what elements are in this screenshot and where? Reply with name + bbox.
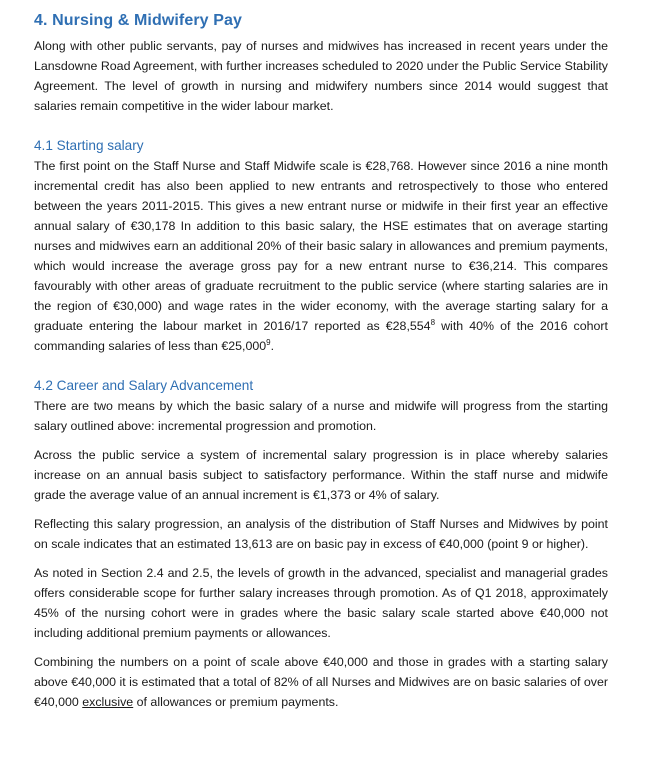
career-paragraph-5-text-1: Combining the numbers on a point of scale above €40,000 and those in grades with a starting salary above €40,000 it is estimated that a total of 82% of all Nurses and Midwives are on basic salaries of over €40,000 <box>34 655 608 709</box>
career-paragraph-5 <box>34 652 608 712</box>
exclusive-underlined-word: exclusive <box>82 695 134 709</box>
document-page <box>34 10 608 712</box>
section-title: 4. Nursing & Midwifery Pay <box>34 12 242 29</box>
subsection-title-career-advancement: 4.2 Career and Salary Advancement <box>34 378 254 393</box>
career-paragraph-5-text-2: of allowances or premium payments. <box>133 695 339 709</box>
footnote-ref-8[interactable]: 8 <box>430 317 436 327</box>
career-paragraph-2: Across the public service a system of incremental salary progression is in place whereby salaries increase on an annual basis subject to satisfactory performance. Within the staff nurse and midwife grade the average value of an annual increment is €1,373 or 4% of salary. <box>34 448 608 502</box>
spacer <box>34 643 608 652</box>
starting-salary-paragraph <box>34 156 608 356</box>
footnote-ref-9[interactable]: 9 <box>266 337 271 347</box>
career-paragraph-1: There are two means by which the basic salary of a nurse and midwife will progress from the starting salary outlined above: incremental progression and promotion. <box>34 399 608 433</box>
career-paragraph-4: As noted in Section 2.4 and 2.5, the levels of growth in the advanced, specialist and managerial grades offers considerable scope for further salary increases through promotion. As of Q1 2018, approximately 45% of the nursing cohort were in grades where the basic salary scale started above €40,000 not including additional premium payments or allowances. <box>34 566 608 640</box>
starting-salary-text-1: The first point on the Staff Nurse and Staff Midwife scale is €28,768. However since 2016 a nine month incremental credit has also been applied to new entrants and retrospectively to those who entered between the years 2011-2015. This gives a new entrant nurse or midwife in their first year an effective annual salary of €30,178 In addition to this basic salary, the HSE estimates that on average starting nurses and midwives earn an additional 20% of their basic salary in allowances and premium payments, which would increase the average gross pay for a new entrant nurse to €36,214. This compares favourably with other areas of graduate recruitment to the public service (where starting salaries are in the region of €30,000) and wage rates in the wider economy, with the average starting salary for a graduate entering the labour market in 2016/17 reported as €28,554 <box>34 159 608 333</box>
section-intro-paragraph: Along with other public servants, pay of nurses and midwives has increased in recent years under the Lansdowne Road Agreement, with further increases scheduled to 2020 under the Public Service Stability Agreement. The level of growth in nursing and midwifery numbers since 2014 would suggest that salaries remain competitive in the wider labour market. <box>34 39 608 113</box>
spacer <box>34 116 608 136</box>
spacer <box>34 554 608 563</box>
career-paragraph-3: Reflecting this salary progression, an analysis of the distribution of Staff Nurses and Midwives by point on scale indicates that an estimated 13,613 are on basic pay in excess of €40,000 (point 9 or higher). <box>34 517 608 551</box>
starting-salary-text-2: with 40% of the 2016 cohort commanding salaries of less than €25,000 <box>34 319 608 353</box>
spacer <box>34 436 608 445</box>
spacer <box>34 356 608 376</box>
starting-salary-text-3: . <box>270 339 275 353</box>
spacer <box>34 505 608 514</box>
subsection-title-starting-salary: 4.1 Starting salary <box>34 138 144 153</box>
